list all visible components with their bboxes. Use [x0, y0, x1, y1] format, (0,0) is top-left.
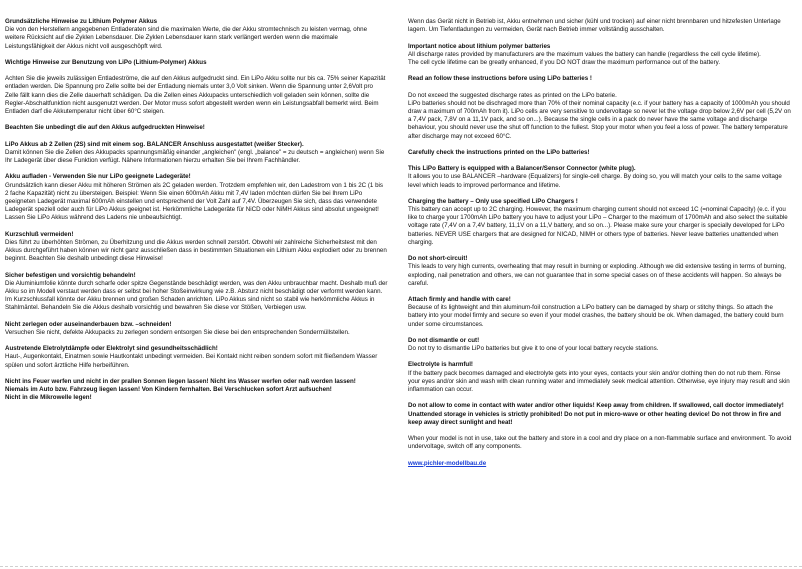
section-body: Because of its lightweight and thin aluminum-foil construction a LiPo battery can be damaged by sharp or stitchy things. So attach the battery into your model firmly and secure so even if your model crashes, the battery should be ok. When damaged, the battery could burn under some circumstances. [408, 304, 784, 328]
right-section-11 [408, 402, 793, 427]
section-body: Do not try to dismantle LiPo batteries but give it to one of your local battery recycle stations. [408, 345, 659, 353]
section-body: Die von den Herstellern angegebenen Entladeraten sind die maximalen Werte, die der Akku stromtechnisch zu leisten vermag, ohne weitere Rücksicht auf die Zyklen Lebensdauer. Die Zyklen Lebensdauer kann stark verlängert werden wenn die maximale Leistungsfähigkeit der Akkus nicht voll ausgeschöpft wird. [5, 26, 368, 50]
section-heading: Do not allow to come in contact with water and/or other liquids! Keep away from children. If swallowed, call doctor immediately! Unattended storage in vehicles is strictly prohibited! Do not put in micro-wave or other heating device! Do not throw in fire and keep away direct sunlight and heat! [408, 402, 784, 426]
section-heading: Nicht zerlegen oder auseinanderbauen bzw. –schneiden! [5, 320, 172, 328]
left-section-6 [5, 231, 388, 264]
left-section-2 [5, 75, 388, 116]
section-body: Grundsätzlich kann dieser Akku mit höheren Strömen als 2C geladen werden. Trotzdem empfehlen wir, den Ladestrom von 1 bis 2C (1 bis 2 fache Kapazität) nicht zu übersteigen. Beispiel: Wenn Sie einen 600mAh Akku mit 7,4V laden möchten dürfen Sie bei Ihrem LiPo geeigneten Ladegerät maximal 600mAh einstellen und entsprechend der Volt Zahl auf 7,4V. Überzeugen Sie sich, dass das verwendete Ladegerät speziell oder auch für LiPo Akkus geeignet ist. Herkömmliche Ladegeräte für NiCD oder NiMH Akkus sind absolut ungeeignet! Lassen Sie LiPo Akkus während des Ladens nie unbeaufsichtigt. [5, 181, 383, 222]
section-heading: LiPo Akkus ab 2 Zellen (2S) sind mit einem sog. BALANCER Anschluss ausgestattet (weißer Stecker). [5, 140, 304, 148]
section-heading: Wichtige Hinweise zur Benutzung von LiPo (Lithium-Polymer) Akkus [5, 58, 207, 66]
section-heading: Attach firmly and handle with care! [408, 296, 511, 304]
right-section-9 [408, 337, 793, 353]
right-section-5 [408, 165, 793, 190]
section-heading: Do not short-circuit! [408, 255, 468, 263]
section-body: Dies führt zu überhöhten Strömen, zu Überhitzung und die Akkus werden schnell zerstört. Obwohl wir zahlreiche Sicherheitstest mit den Akkus durchgeführt haben können wir nicht ganz ausschließen dass in bestimmten Situationen ein Lithium Akku explodiert oder zu brennen beginnt. Beachten Sie deshalb unbedingt diese Hinweise! [5, 238, 387, 263]
section-heading: Sicher befestigen und vorsichtig behandeln! [5, 271, 136, 279]
section-body: All discharge rates provided by manufacturers are the maximum values the battery can handle (regardless the cell cycle lifetime). The cell cycle lifetime can be greatly enhanced, if you DO NOT draw the maximum performance out of the battery. [408, 50, 761, 66]
section-body: Die Aluminiumfolie könnte durch scharfe oder spitze Gegenstände beschädigt werden, was den Akku unbrauchbar macht. Deshalb muß der Akku so im Modell verstaut werden dass er selbst bei hoher Stoßeinwirkung wie z.B. Absturz nicht beschädigt oder verformt werden kann. Im Kurzschlussfall könnte der Akku brennen und großen Schaden anrichten. LiPo Akkus sind nicht so stabil wie herkömmliche Akkus in Stahlmäntel. Behandeln Sie die Akkus deshalb vorsichtig und bewahren Sie diese vor Stößen, Verbiegen usw. [5, 279, 388, 312]
left-section-10 [5, 378, 388, 403]
section-body: Versuchen Sie nicht, defekte Akkupacks zu zerlegen sondern entsorgen Sie diese bei den entsprechenden Sondermüllstellen. [5, 328, 350, 336]
right-section-0 [408, 18, 793, 34]
section-body: If the battery pack becomes damaged and electrolyte gets into your eyes, contacts your skin and/or clothing then do not rub them. Rinse your eyes and/or skin and wash with clean running water and immediately seek medical attention. Otherwise, eye injury may result and skin inflammation can occur. [408, 369, 790, 394]
footer-link-wrap [408, 460, 793, 468]
left-section-5 [5, 173, 388, 222]
section-body: Wenn das Gerät nicht in Betrieb ist, Akku entnehmen und sicher (kühl und trocken) auf einer nicht brennbaren und hitzefesten Unterlage lagern. Um Tiefentladungen zu vermeiden, Gerät nach Betrieb immer vollständig ausschalten. [408, 18, 781, 34]
right-section-2 [408, 75, 793, 83]
section-heading: Kurzschluß vermeiden! [5, 230, 74, 238]
left-section-8 [5, 321, 388, 337]
section-heading: Grundsätzliche Hinweise zu Lithium Polymer Akkus [5, 18, 158, 25]
left-section-1 [5, 59, 388, 67]
section-heading: Beachten Sie unbedingt die auf den Akkus aufgedruckten Hinweise! [5, 124, 205, 132]
page-divider [0, 566, 802, 568]
section-body: It allows you to use BALANCER –hardware (Equalizers) for single-cell charge. By doing so, you will match your cells to the same voltage level which leads to improved performance and lifetime. [408, 173, 782, 189]
section-heading: Carefully check the instructions printed on the LiPo batteries! [408, 148, 590, 156]
left-section-9 [5, 345, 388, 370]
right-section-8 [408, 296, 793, 329]
section-body: Achten Sie die jeweils zulässigen Entladeströme, die auf den Akkus aufgedruckt sind. Ein LiPo Akku sollte nur bis ca. 75% seiner Kapazität entladen werden. Die Spannung pro Zelle sollte bei der Entladung niemals unter 3,0 Volt sinken. Wenn die Spannung unter 2,6Volt pro Zelle fällt kann dies die Zelle dauerhaft schädigen. Da die Zellen eines Akkupacks unterschiedlich voll geladen sein können, sollte die Regler-Abschaltfunktion nicht ausgenutzt werden. Der Motor muss sofort abgestellt werden wenn ein Leistungsabfall bemerkt wird. Beim Entladen darf die Akkutemperatur nicht über 60°C steigen. [5, 75, 386, 116]
section-body: Do not exceed the suggested discharge rates as printed on the LiPo baterie. LiPo batteries should not be dischraged more than 70% of their nominal capacity (e.c. if your battery has a capacity of 1000mAh you should draw a maximum of 700mAh from it). LiPo cells are very sensitive to undervoltage so never let the voltage drop below 2,6V per cell (5,2V on a 7,4V pack, 7,8V on a 11,1V pack, and so on...). Because the single cells in a pack do never have the same voltage and discharge behaviour, you should never use the shut off function to the fullest. Stop your motor when you feel a loss of power. The battery temperature after discharge may not exceed 60°C. [408, 91, 791, 140]
section-body: Damit können Sie die Zellen des Akkupacks spannungsmäßig einander „angleichen" (engl. „balance" = zu deutsch = angleichen) wenn Sie Ihr Ladegerät über diese Funktion verfügt. Nähere Informationen hierzu erhalten Sie bei Ihrem Fachhändler. [5, 148, 385, 165]
section-heading: Electrolyte is harmful! [408, 361, 473, 369]
section-body: This leads to very high currents, overheating that may result in burning or exploding. Although we did extensive testing in terms of burning, exploding, nail penetration and others, we can not guarantee that in some special cases on of these accidents will happen. So always be careful. [408, 263, 786, 287]
section-heading: Austretende Eletrolytdämpfe oder Elektrolyt sind gesundheitsschädlich! [5, 345, 218, 353]
left-section-7 [5, 272, 388, 313]
section-heading: Akku aufladen - Verwenden Sie nur LiPo geeignete Ladegeräte! [5, 173, 191, 181]
website-link[interactable]: www.pichler-modellbau.de [408, 459, 487, 467]
section-body: Haut-, Augenkontakt, Einatmen sowie Hautkontakt unbedingt vermeiden. Bei Kontakt nicht reiben sondern sofort mit fließendem Wasser spülen und sofort ärztliche Hilfe herbeiführen. [5, 353, 378, 369]
section-heading: Nicht ins Feuer werfen und nicht in der prallen Sonnen liegen lassen! Nicht ins Wasser werfen oder naß werden lassen! Niemals im Auto bzw. Fahrzeug liegen lassen! Von Kindern fernhalten. Bei Verschlucken sofort Arzt aufsuchen! Nicht in die Mikrowelle legen! [5, 377, 356, 402]
section-heading: Do not dismantle or cut! [408, 336, 480, 344]
right-section-3 [408, 92, 793, 141]
section-body: This battery can accept up to 2C charging. However, the maximum charging current should not exceed 1C (=nominal Capacity) (e.c. if you like to charge your 1700mAh LiPo battery you have to adjust your LiPo – Charger to the maximum of 1700mAh and also select the suitable voltage rate (7,4V on a 7,4V battery, 11,1V on a 11,V battery, and so on...). Please make sure your charger is specially developed for LiPo batteries. NEVER USE chargers that are designed for NICAD, NIMH or others type of batteries. Never leave batteries unattended when charging. [408, 206, 788, 246]
left-section-4 [5, 141, 388, 166]
right-section-7 [408, 255, 793, 288]
section-heading: Charging the battery – Only use specified LiPo Chargers ! [408, 197, 578, 205]
left-column-german [5, 18, 388, 411]
section-heading: This LiPo Battery is equipped with a Balancer/Sensor Connector (white plug). [408, 165, 636, 173]
right-section-12 [408, 435, 793, 451]
right-section-4 [408, 149, 793, 157]
left-section-0 [5, 18, 388, 51]
section-body: When your model is not in use, take out the battery and store in a cool and dry place on a non-flammable surface and environment. To avoid undervoltage, switch off any components. [408, 435, 792, 451]
section-heading: Read an follow these instructions before using LiPo batteries ! [408, 75, 592, 83]
right-section-1 [408, 43, 793, 68]
section-heading: Important notice about lithium polymer batteries [408, 42, 551, 50]
right-section-10 [408, 361, 793, 394]
right-column-english [408, 18, 793, 468]
right-section-6 [408, 198, 793, 247]
left-section-3 [5, 124, 388, 132]
